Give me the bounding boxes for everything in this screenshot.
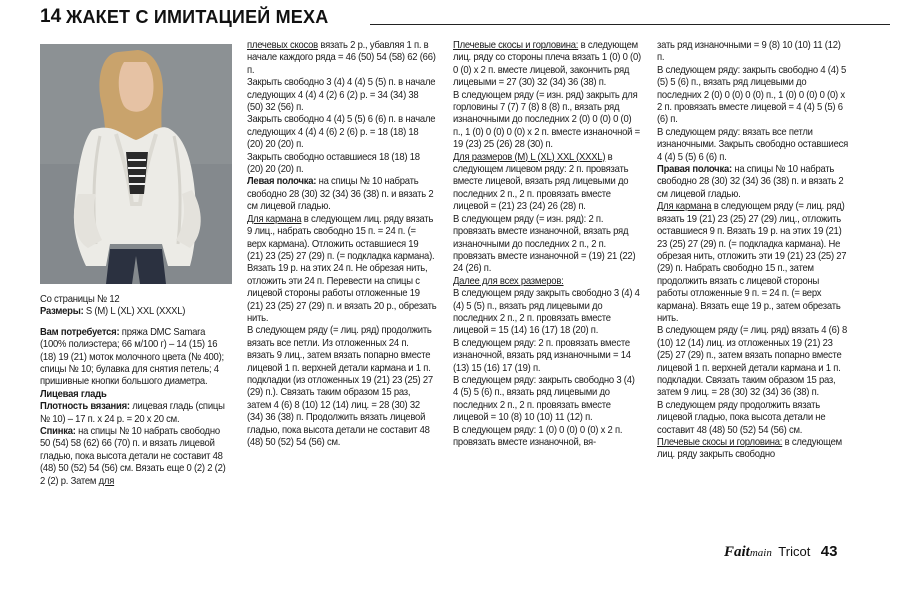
model-illustration [40, 44, 232, 284]
paragraph: В следующем ряду (= изн. ряд) закрыть для горловины 7 (7) 7 (8) 8 (8) п., вязать ряд изнаночными до последних 2 (0) 0 (0) 0 (0) п., 1 (0) 0 (0) 0 (0) х 2 п. вместе изнаночной = 19 (23) 25 (26) 28 (30) п. [453, 89, 640, 151]
paragraph: Закрыть свободно 3 (4) 4 (4) 5 (5) п. в начале следующих 4 (4) 4 (2) 6 (2) р. = 34 (34) 38 (50) 32 (56) п. [247, 77, 436, 114]
magazine-name: Tricot [778, 544, 811, 559]
shoulder-paragraph: Плечевые скосы и горловина: в следующем лиц. ряду со стороны плеча вязать 1 (0) 0 (0) 0 (0) х 2 п. вместе лицевой, закончить ряд лицевыми = 27 (30) 32 (34) 36 (38) п. [453, 40, 641, 89]
back-label: Спинка: [40, 426, 76, 438]
paragraph: В следующем ряду продолжить вязать лицевой гладью, пока высота детали не составит 48 (48) 50 (52) 54 (56) см. [657, 399, 826, 436]
pattern-title: ЖАКЕТ С ИМИТАЦИЕЙ МЕХА [66, 7, 329, 27]
sizes-value: S (M) L (XL) XXL (XXXL) [83, 306, 186, 318]
paragraph: В следующем ряду: 1 (0) 0 (0) 0 (0) х 2 п. провязать вместе изнаночной, вя- [453, 424, 623, 448]
column-1 [40, 294, 230, 488]
sizes-paragraph: Для размеров (M) L (XL) XXL (XXXL) в следующем лицевом ряду: 2 п. провязать вместе лицевой, вязать ряд лицевыми до последних 2 п., 2 п. провязать вместе лицевой = (21) 23 (24) 26 (28) п. [453, 151, 629, 213]
page-number: 43 [820, 543, 838, 560]
paragraph: В следующем ряду: 2 п. провязать вместе изнаночной, вязать ряд изнаночными = 14 (13) 15 (16) 17 (19) п. [453, 337, 631, 374]
back-tail: для [98, 475, 115, 487]
page-header [40, 6, 870, 34]
paragraph: В следующем ряду (= лиц. ряд) продолжить вязать все петли. Из отложенных 24 п. вязать 9 лиц., затем вязать попарно вместе лицевой 1 п. верхней детали кармана и 1 п. подкладки (из отложенных 19 (21) 23 (25) 27 (29) п.). Связать таким образом 15 раз, затем 4 (6) 8 (10) 12 (14) лиц. = 28 (30) 32 (34) 36 (38) п. Продолжить вязать лицевой гладью, пока высота детали не составит 48 (48) 50 (52) 54 (56) см. [247, 325, 433, 448]
materials-text: пряжа DMC Samara (100% полиэстера; 66 м/100 г) – 14 (15) 16 (18) 19 (21) моток молочного цвета (№ 400); спицы № 10; булавка для снятия петель; 4 пришивные кнопки большого диаметра. [40, 326, 224, 388]
paragraph: Закрыть свободно 4 (4) 5 (5) 6 (6) п. в начале следующих 4 (4) 4 (6) 2 (6) р. = 18 (18) 18 (20) 20 (20) п. [247, 114, 436, 151]
materials-paragraph [40, 327, 230, 389]
pocket-paragraph: Для кармана в следующем ряду (= лиц. ряд) вязать 19 (21) 23 (25) 27 (29) лиц., отложить оставшиеся 9 п. Вязать 19 р. на этих 19 (21) 23 (25) 27 (29) п. (= подкладка кармана). Не обрезая нить, отложить эти 19 (21) 23 (25) 27 (29) п. Набрать свободно 15 п., затем продолжить вязать с лицевой стороны работы отложенные 9 п. = 24 п. (= верх кармана). Вязать еще 19 р., затем обрезать нить. [657, 201, 847, 324]
sizes-label: Размеры: [40, 306, 84, 318]
pocket-paragraph: Для кармана в следующем лиц. ряду вязать 9 лиц., набрать свободно 15 п. = 24 п. (= верх кармана). Отложить оставшиеся 19 (21) 23 (25) 27 (29) п. (= подкладка кармана). Вязать 19 р. на этих 24 п. Не обрезая нить, отложить эти 24 п. Перевести на спицы с лицевой стороны работы отложенные 19 (21) 23 (25) 27 (29) п. и вязать 20 р., обрезать нить. [247, 213, 437, 324]
column-4 [657, 40, 850, 462]
source-ref: Со страницы № 12 [40, 294, 120, 305]
right-front-paragraph: Правая полочка: на спицы № 10 набрать свободно 28 (30) 32 (34) 36 (38) п. и вязать 2 см лицевой гладью. [657, 164, 844, 200]
page-footer [724, 543, 837, 561]
paragraph: В следующем ряду: закрыть свободно 3 (4) 4 (5) 5 (6) п., вязать ряд лицевыми до последних 2 п., 2 п. провязать вместе лицевой = 10 (8) 10 (10) 11 (12) п. [453, 374, 635, 424]
jacket-photo [40, 44, 232, 284]
paragraph: В следующем ряду: вязать все петли изнаночными. Закрыть свободно оставшиеся 4 (4) 5 (5) 6 (6) п. [657, 126, 849, 163]
spacer [40, 319, 230, 327]
magazine-brand: Fait [724, 544, 750, 560]
header-rule [370, 24, 890, 25]
stitch-heading: Лицевая гладь [40, 388, 107, 400]
density-text: лицевая гладь (спицы № 10) – 17 п. х 24 р. = 20 х 20 см. [40, 401, 225, 425]
all-sizes-heading: Далее для всех размеров: [453, 275, 564, 287]
column-3 [453, 40, 642, 449]
paragraph: В следующем ряду (= лиц. ряд) вязать 4 (6) 8 (10) 12 (14) лиц. из отложенных 19 (21) 23 (25) 27 (29) п., затем вязать попарно вместе лицевой 1 п. верхней детали кармана и 1 п. подкладки. Связать таким образом 15 раз, затем 9 лиц. = 28 (30) 32 (34) 36 (38) п. [657, 325, 847, 399]
paragraph: плечевых скосов вязать 2 р., убавляя 1 п. в начале каждого ряда = 46 (50) 54 (58) 62 (66) п. [247, 40, 436, 76]
paragraph: зать ряд изнаночными = 9 (8) 10 (10) 11 (12) п. [657, 40, 841, 64]
paragraph: Закрыть свободно оставшиеся 18 (18) 18 (20) 20 (20) п. [247, 151, 420, 176]
left-front-paragraph: Левая полочка: на спицы № 10 набрать свободно 28 (30) 32 (34) 36 (38) п. и вязать 2 см лицевой гладью. [247, 176, 434, 213]
magazine-brand-small: main [749, 547, 772, 559]
density-paragraph [40, 401, 230, 426]
back-paragraph [40, 426, 230, 488]
paragraph: В следующем ряду (= изн. ряд): 2 п. провязать вместе изнаночной, вязать ряд изнаночными до последних 2 п., 2 п. провязать вместе изнаночной = (19) 21 (22) 24 (26) п. [453, 213, 636, 275]
materials-label: Вам потребуется: [40, 326, 120, 338]
column-2 [247, 40, 437, 449]
sizes-line [40, 306, 230, 318]
paragraph: В следующем ряду закрыть свободно 3 (4) 4 (4) 5 (5) п., вязать ряд лицевыми до последних 2 п., 2 п. провязать вместе лицевой = 15 (14) 16 (17) 18 (20) п. [453, 288, 640, 337]
paragraph: В следующем ряду: закрыть свободно 4 (4) 5 (5) 5 (6) п., вязать ряд лицевыми до последних 2 (0) 0 (0) 0 (0) п., 1 (0) 0 (0) 0 (0) х 2 п. провязать вместе лицевой = 4 (4) 5 (5) 6 (6) п. [657, 64, 847, 126]
density-label: Плотность вязания: [40, 401, 130, 413]
pattern-number: 14 [40, 6, 62, 27]
shoulder-paragraph: Плечевые скосы и горловина: в следующем лиц. ряду закрыть свободно [657, 437, 842, 461]
back-text: на спицы № 10 набрать свободно 50 (54) 58 (62) 66 (70) п. и вязать лицевой гладью, пока высота детали не составит 48 (48) 50 (52) 54 (56) см. Вязать еще 0 (2) 2 (2) 2 (2) р. Затем [40, 426, 226, 487]
